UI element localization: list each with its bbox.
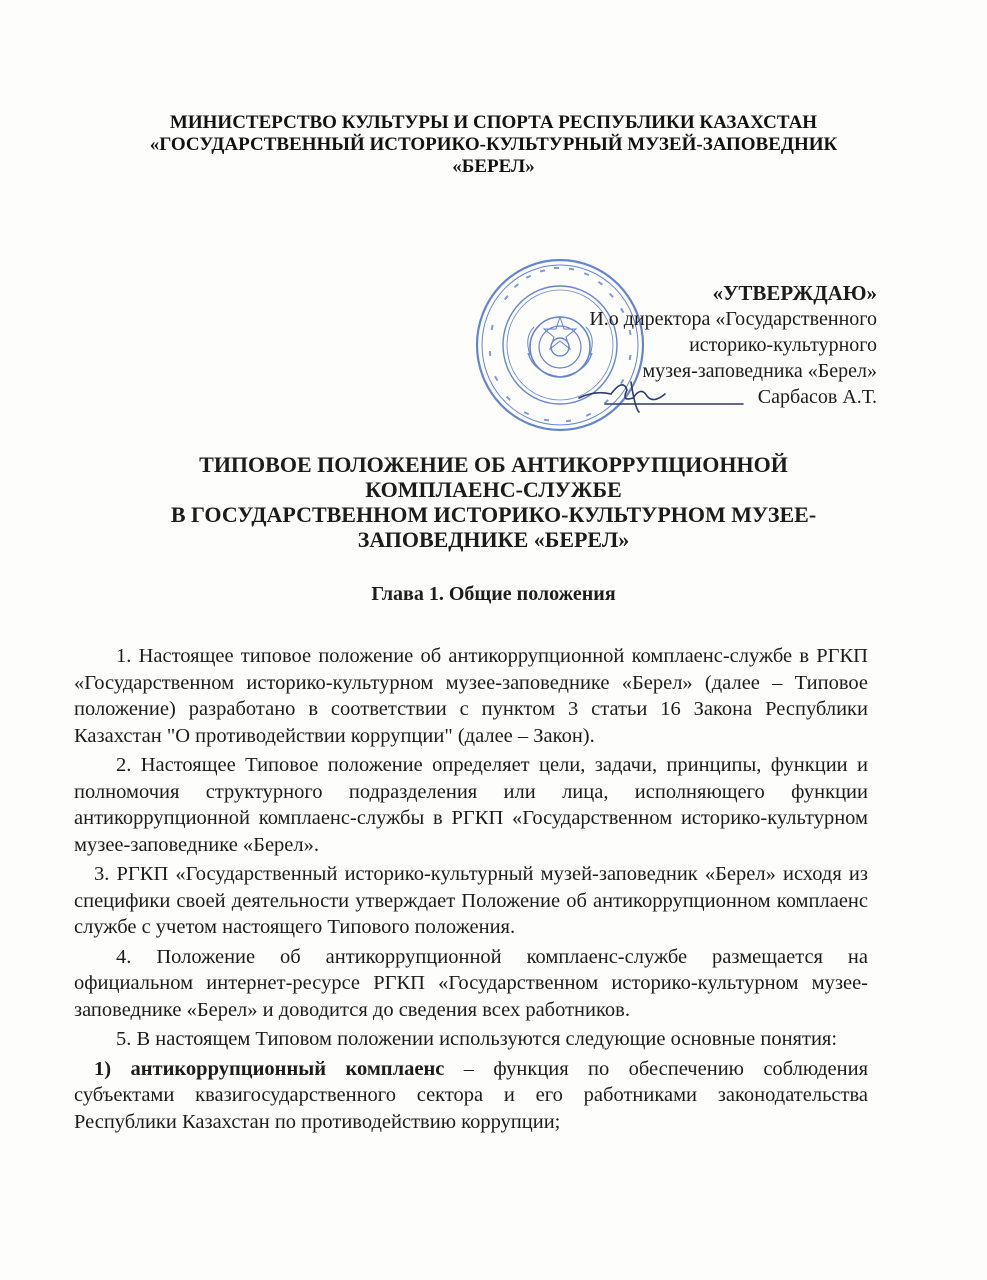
document-title-line4: ЗАПОВЕДНИКЕ «БЕРЕЛ» xyxy=(357,527,630,552)
chapter-heading: Глава 1. Общие положения xyxy=(371,583,616,605)
paragraph-2: 2. Настоящее Типовое положение определяет цели, задачи, принципы, функции и полномочия структурного подразделения или лица, исполняющего функции антикоррупционной комплаенс-службы в РГКП «Государственном историко-культурном музее-заповеднике «Берел». xyxy=(74,754,868,856)
paragraph-4: 4. Положение об антикоррупционной комплаенс-службе размещается на официальном интернет-ресурсе РГКП «Государственном историко-культурном музее-заповеднике «Берел» и доводится до сведения всех работников. xyxy=(74,945,868,1021)
paragraph-3: 3. РГКП «Государственный историко-культурный музей-заповедник «Берел» исходя из специфики своей деятельности утверждает Положение об антикоррупционном комплаенс службе с учетом настоящего Типового положения. xyxy=(74,863,868,938)
paragraph-1: 1. Настоящее типовое положение об антикоррупционной комплаенс-службе в РГКП «Государственном историко-культурном музее-заповеднике «Берел» (далее – Типовое положение) разработано в соответствии с пунктом 3 статьи 16 Закона Республики Казахстан "О противодействии коррупции" (далее – Закон). xyxy=(74,645,868,747)
document-title-line1: ТИПОВОЕ ПОЛОЖЕНИЕ ОБ АНТИКОРРУПЦИОННОЙ xyxy=(199,452,788,477)
organization-header xyxy=(100,112,887,178)
approval-block xyxy=(457,280,877,410)
document-title-line3: В ГОСУДАРСТВЕННОМ ИСТОРИКО-КУЛЬТУРНОМ МУЗЕЕ- xyxy=(170,502,817,527)
header-museum: «ГОСУДАРСТВЕННЫЙ ИСТОРИКО-КУЛЬТУРНЫЙ МУЗЕЙ-ЗАПОВЕДНИК xyxy=(149,134,838,155)
approval-title: «УТВЕРЖДАЮ» xyxy=(712,281,877,305)
definition-text: – функция по обеспечению соблюдения субъектами квазигосударственного сектора и его работниками законодательства Республики Казахстан по противодействию коррупции; xyxy=(74,1057,869,1133)
approval-position-line2: историко-культурного xyxy=(689,334,877,356)
document-title xyxy=(110,452,877,552)
signature-row xyxy=(457,384,877,410)
signatory-name: Сарбасов А.Т. xyxy=(757,386,877,408)
header-ministry: МИНИСТЕРСТВО КУЛЬТУРЫ И СПОРТА РЕСПУБЛИКИ КАЗАХСТАН xyxy=(169,112,818,133)
document-title-line2: КОМПЛАЕНС-СЛУЖБЕ xyxy=(365,477,622,502)
handwritten-signature xyxy=(575,368,745,418)
header-museum-name: «БЕРЕЛ» xyxy=(452,156,535,177)
document-body xyxy=(74,643,868,1138)
definition-term: 1) антикоррупционный комплаенс xyxy=(94,1057,445,1080)
approval-position-line1: И.о директора «Государственного xyxy=(589,308,877,330)
paragraph-definition-1 xyxy=(74,1056,868,1136)
paragraph-5: 5. В настоящем Типовом положении используются следующие основные понятия: xyxy=(116,1028,838,1050)
approval-position-line3: музея-заповедника «Берел» xyxy=(642,360,877,382)
